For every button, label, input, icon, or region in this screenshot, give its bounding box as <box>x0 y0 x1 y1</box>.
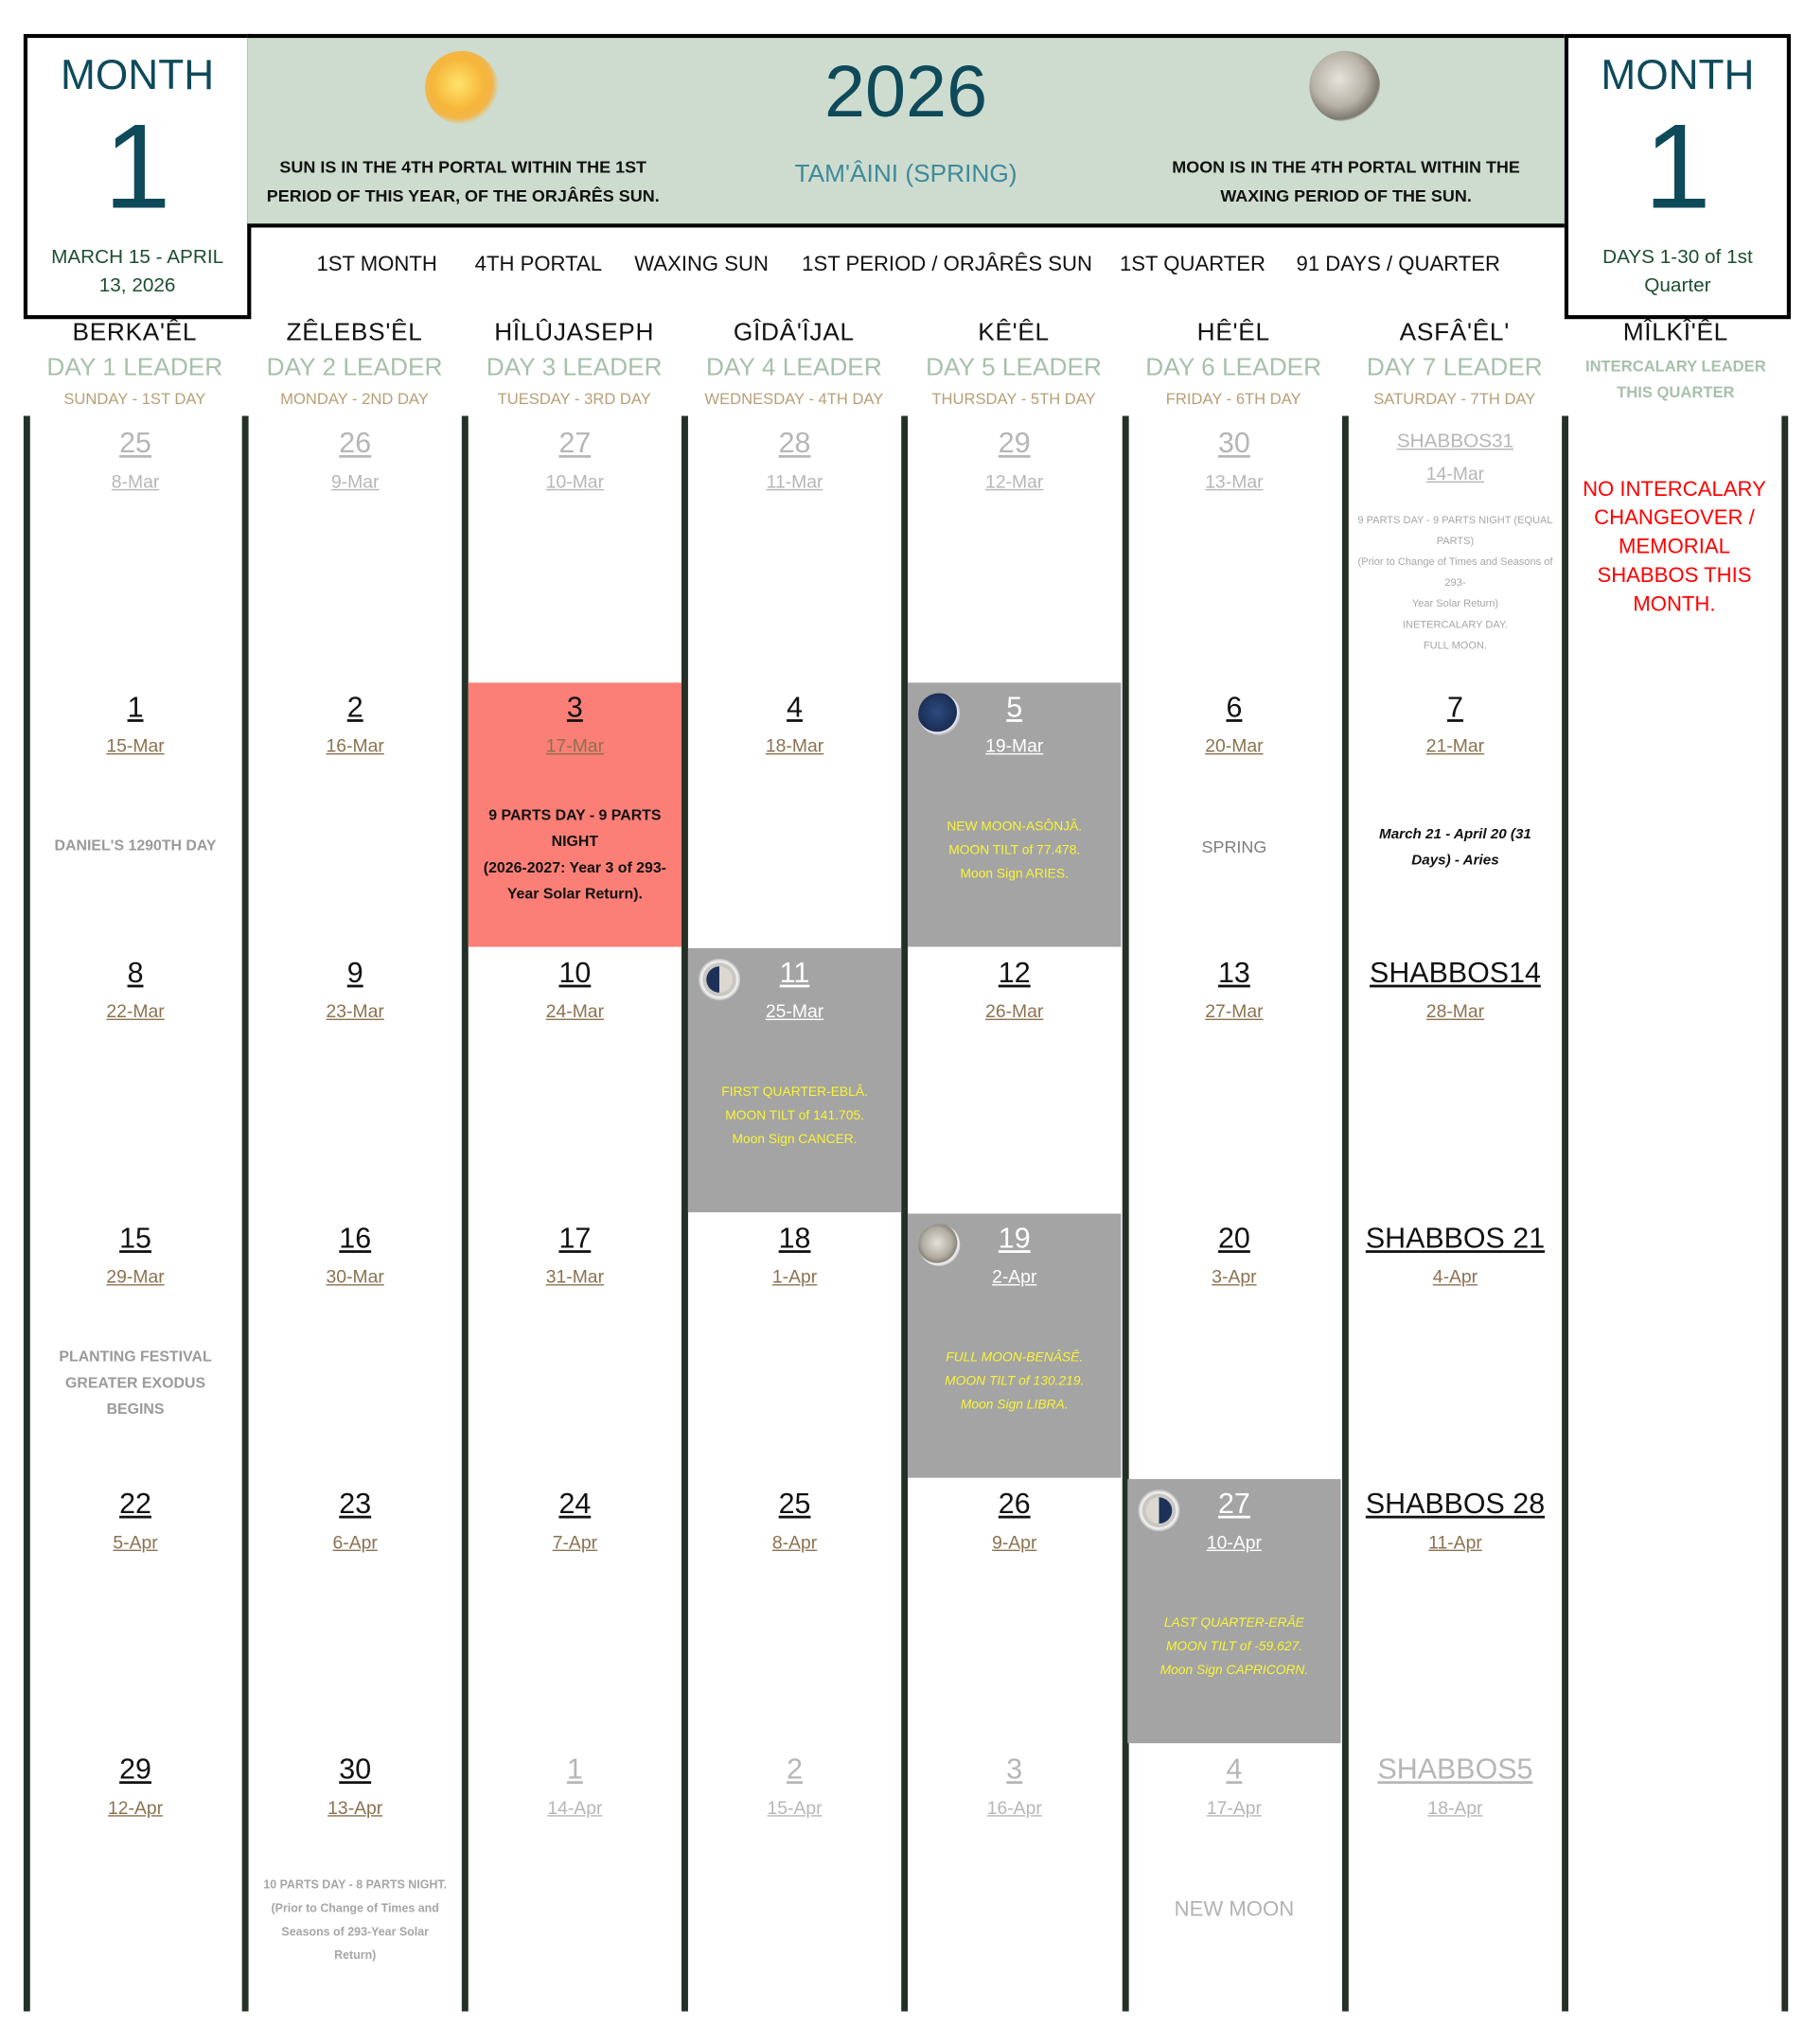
day-note-line: 9 PARTS DAY - 9 PARTS NIGHT (EQUAL <box>1357 514 1553 526</box>
intercalary-note <box>1569 476 1778 620</box>
day-header <box>684 319 904 408</box>
day-note-line: PARTS) <box>1436 535 1475 547</box>
moon-portal-note <box>1137 153 1555 211</box>
day-leader: DAY 1 LEADER <box>46 354 223 382</box>
day-number[interactable]: 16 <box>339 1221 372 1255</box>
gregorian-date[interactable]: 14-Apr <box>547 1796 603 1818</box>
gregorian-date[interactable]: 6-Apr <box>332 1531 378 1553</box>
month-info-strip <box>247 222 1565 311</box>
day-cell[interactable] <box>469 1479 681 1743</box>
day-leader: DAY 2 LEADER <box>266 354 443 382</box>
day-cell[interactable] <box>908 1479 1121 1743</box>
gregorian-date[interactable]: 18-Apr <box>1427 1796 1483 1818</box>
day-cell[interactable] <box>1349 1213 1562 1477</box>
day-cell[interactable] <box>28 682 241 946</box>
day-note <box>254 1873 456 1967</box>
day-cell[interactable] <box>908 1213 1121 1477</box>
day-number[interactable]: 4 <box>787 690 804 724</box>
day-note <box>1354 510 1556 657</box>
new-moon-icon <box>918 693 960 734</box>
day-number[interactable]: 1 <box>127 690 144 724</box>
day-number[interactable]: 20 <box>1217 1221 1250 1255</box>
day-note-line: (Prior to Change of Times and <box>271 1901 439 1915</box>
moon-shading <box>706 966 733 993</box>
day-number[interactable]: 25 <box>778 1487 811 1520</box>
day-header <box>25 319 244 408</box>
day-note <box>34 1345 237 1423</box>
gregorian-date[interactable]: 13-Apr <box>327 1796 383 1818</box>
day-number[interactable]: 24 <box>558 1487 592 1520</box>
day-cell[interactable] <box>28 418 241 682</box>
day-number[interactable]: 29 <box>119 1752 151 1786</box>
day-note-line: BEGINS <box>106 1401 165 1418</box>
day-number[interactable]: 30 <box>1217 426 1250 460</box>
weekday-label: WEDNESDAY - 4TH DAY <box>704 389 884 409</box>
day-cell[interactable] <box>249 682 462 946</box>
day-header <box>1345 319 1565 408</box>
day-note <box>1133 1899 1336 1923</box>
day-number[interactable]: 9 <box>346 956 363 989</box>
day-note <box>1354 821 1556 873</box>
day-leader: DAY 3 LEADER <box>486 354 663 382</box>
last-quarter-moon-icon <box>1138 1489 1179 1531</box>
day-note-line: FULL MOON-BENÂSÊ. <box>946 1350 1084 1366</box>
info-days-per-quarter: 91 DAYS / QUARTER <box>1296 254 1501 276</box>
gregorian-date[interactable]: 31-Mar <box>545 1265 605 1287</box>
day-cell[interactable] <box>28 1745 241 2009</box>
day-number[interactable]: 29 <box>998 426 1031 460</box>
day-number[interactable]: SHABBOS5 <box>1377 1752 1533 1786</box>
gregorian-date[interactable]: 12-Apr <box>107 1796 164 1818</box>
day-cell[interactable] <box>1349 418 1562 682</box>
day-number[interactable]: 7 <box>1447 690 1463 724</box>
day-number[interactable]: 1 <box>566 1752 583 1786</box>
day-note <box>1133 837 1336 856</box>
day-note-line: MOON TILT of -59.627. <box>1165 1640 1302 1655</box>
year-title: 2026 <box>823 49 988 132</box>
day-note <box>473 803 676 908</box>
quarter-day-range-line-2: Quarter <box>1644 274 1711 297</box>
gregorian-date[interactable]: 12-Mar <box>985 470 1044 492</box>
day-number[interactable]: SHABBOS 21 <box>1365 1221 1546 1255</box>
info-sun-phase: WAXING SUN <box>634 254 769 276</box>
month-label: MONTH <box>1601 50 1755 98</box>
day-note <box>913 1347 1116 1418</box>
first-quarter-moon-icon <box>699 959 740 1000</box>
day-note-line: March 21 - April 20 (31 <box>1379 826 1531 843</box>
day-cell[interactable] <box>688 418 901 682</box>
day-number[interactable]: 8 <box>127 956 144 989</box>
day-cell[interactable] <box>1349 1479 1562 1743</box>
day-note-line: MOON TILT of 77.478. <box>948 843 1081 858</box>
day-number[interactable]: 17 <box>558 1221 592 1255</box>
intercalary-header <box>1566 319 1785 405</box>
day-note-line: Moon Sign LIBRA. <box>960 1398 1069 1413</box>
day-leader: DAY 4 LEADER <box>705 354 882 382</box>
gregorian-date[interactable]: 26-Mar <box>985 1000 1044 1022</box>
day-cell[interactable] <box>1127 1745 1340 2009</box>
intercalary-leader-line-2: THIS QUARTER <box>1617 382 1735 402</box>
grid-line <box>681 415 688 2011</box>
weekday-label: MONDAY - 2ND DAY <box>280 389 429 409</box>
day-number[interactable]: SHABBOS31 <box>1396 430 1514 453</box>
day-number[interactable]: 2 <box>346 690 363 724</box>
day-cell[interactable] <box>688 1745 901 2009</box>
day-number[interactable]: 23 <box>339 1487 372 1520</box>
intercalary-note-line: MONTH. <box>1633 593 1716 616</box>
gregorian-date[interactable]: 14-Mar <box>1425 463 1485 485</box>
day-number[interactable]: 3 <box>566 690 583 724</box>
gregorian-date[interactable]: 10-Apr <box>1206 1531 1262 1553</box>
day-cell[interactable] <box>249 1745 462 2009</box>
intercalary-leader-line-1: INTERCALARY LEADER <box>1584 357 1766 376</box>
day-cell[interactable] <box>28 1479 241 1743</box>
month-date-range-line-2: 13, 2026 <box>98 274 176 297</box>
sun-note-line-1: SUN IS IN THE 4TH PORTAL WITHIN THE 1ST <box>279 156 647 177</box>
day-note-line: Seasons of 293-Year Solar <box>281 1925 429 1939</box>
sun-note-line-2: PERIOD OF THIS YEAR, OF THE ORJÂRÊS SUN. <box>266 185 660 205</box>
day-note-line: PLANTING FESTIVAL <box>59 1349 212 1366</box>
info-portal: 4TH PORTAL <box>474 254 603 276</box>
month-date-range <box>27 243 247 301</box>
day-note <box>913 816 1116 887</box>
day-number[interactable]: 30 <box>339 1752 372 1786</box>
day-cell[interactable] <box>28 948 241 1212</box>
day-number[interactable]: 2 <box>787 1752 804 1786</box>
gregorian-date[interactable]: 22-Mar <box>106 1000 165 1022</box>
day-cell[interactable] <box>1127 948 1340 1212</box>
day-note-line: NEW MOON <box>1174 1898 1295 1922</box>
day-header <box>904 319 1124 408</box>
year-banner <box>247 34 1565 228</box>
gregorian-date[interactable]: 8-Mar <box>111 470 160 492</box>
day-cell[interactable] <box>249 1479 462 1743</box>
gregorian-date[interactable]: 2-Apr <box>992 1265 1037 1287</box>
day-note-line: Moon Sign CAPRICORN. <box>1159 1663 1309 1679</box>
day-cell[interactable] <box>469 1213 681 1477</box>
weekday-label: SATURDAY - 7TH DAY <box>1373 389 1536 409</box>
day-cell[interactable] <box>249 948 462 1212</box>
day-number[interactable]: 18 <box>778 1221 811 1255</box>
gregorian-date[interactable]: 19-Mar <box>985 734 1044 756</box>
day-note-line: Moon Sign CANCER. <box>732 1132 858 1148</box>
month-box-left <box>24 34 251 319</box>
gregorian-date[interactable]: 1-Apr <box>771 1265 818 1287</box>
day-number[interactable]: 28 <box>778 426 811 460</box>
day-note-line: MOON TILT of 130.219. <box>945 1374 1085 1389</box>
gregorian-date[interactable]: 13-Mar <box>1205 470 1264 492</box>
day-note-line: INETERCALARY DAY. <box>1402 618 1508 631</box>
gregorian-date[interactable]: 25-Mar <box>765 1000 824 1022</box>
day-cell[interactable] <box>249 1213 462 1477</box>
day-note-line: GREATER EXODUS <box>64 1375 206 1392</box>
day-note-line: NIGHT <box>551 834 599 851</box>
day-cell[interactable] <box>469 682 681 946</box>
day-number[interactable]: 12 <box>998 956 1031 989</box>
day-cell[interactable] <box>908 1745 1121 2009</box>
gregorian-date[interactable]: 11-Mar <box>766 470 823 492</box>
day-number[interactable]: SHABBOS14 <box>1370 956 1541 989</box>
sun-portal-note <box>247 153 679 211</box>
month-number: 1 <box>103 100 171 235</box>
gregorian-date[interactable]: 29-Mar <box>106 1265 165 1287</box>
info-quarter: 1ST QUARTER <box>1119 254 1265 276</box>
weekday-label: TUESDAY - 3RD DAY <box>497 389 651 409</box>
day-number[interactable]: 10 <box>558 956 592 989</box>
info-month: 1ST MONTH <box>316 254 437 276</box>
weekday-label: SUNDAY - 1ST DAY <box>63 389 206 409</box>
day-note-line: DANIEL'S 1290TH DAY <box>54 837 217 855</box>
day-name: ASFÂ'ÊL' <box>1399 319 1510 347</box>
day-number[interactable]: 25 <box>119 426 151 460</box>
day-leader: DAY 7 LEADER <box>1366 354 1543 382</box>
grid-line <box>1781 415 1788 2011</box>
gregorian-date[interactable]: 23-Mar <box>326 1000 384 1022</box>
day-cell[interactable] <box>908 948 1121 1212</box>
day-note-line: (2026-2027: Year 3 of 293- <box>483 860 666 876</box>
day-note <box>34 833 237 859</box>
gregorian-date[interactable]: 20-Mar <box>1205 734 1264 756</box>
day-note-line: 10 PARTS DAY - 8 PARTS NIGHT. <box>263 1877 448 1892</box>
day-number[interactable]: 27 <box>558 426 592 460</box>
day-cell[interactable] <box>688 1479 901 1743</box>
day-note-line: SPRING <box>1201 837 1267 857</box>
day-name: BERKA'ÊL <box>72 319 198 347</box>
day-number[interactable]: 3 <box>1006 1752 1023 1786</box>
day-header <box>465 319 684 408</box>
day-note <box>1133 1612 1336 1683</box>
grid-line <box>1342 415 1349 2011</box>
day-name: KÊ'ÊL <box>978 319 1050 347</box>
day-note <box>693 1082 895 1153</box>
gregorian-date[interactable]: 4-Apr <box>1432 1265 1478 1287</box>
grid-line <box>1562 415 1568 2011</box>
day-cell[interactable] <box>1127 1479 1340 1743</box>
gregorian-date[interactable]: 17-Apr <box>1206 1796 1262 1818</box>
day-cell[interactable] <box>469 418 681 682</box>
day-note-line: LAST QUARTER-ERÂE <box>1163 1616 1304 1631</box>
gregorian-date[interactable]: 9-Apr <box>992 1531 1037 1553</box>
gregorian-date[interactable]: 16-Mar <box>326 734 384 756</box>
day-name: HÎLÛJASEPH <box>494 319 655 347</box>
weekday-label: FRIDAY - 6TH DAY <box>1165 389 1301 409</box>
gregorian-date[interactable]: 30-Mar <box>326 1265 384 1287</box>
day-number[interactable]: SHABBOS 28 <box>1365 1487 1546 1520</box>
day-number[interactable]: 19 <box>998 1221 1031 1255</box>
gregorian-date[interactable]: 8-Apr <box>771 1531 818 1553</box>
full-moon-icon <box>918 1225 960 1266</box>
month-number: 1 <box>1644 100 1711 235</box>
day-cell[interactable] <box>1349 682 1562 946</box>
day-cell[interactable] <box>28 1213 241 1477</box>
day-number[interactable]: 26 <box>339 426 372 460</box>
day-note-line: NEW MOON-ASÔNJÂ. <box>947 819 1083 835</box>
day-name: ZÊLEBS'ÊL <box>286 319 423 347</box>
day-cell[interactable] <box>1127 682 1340 946</box>
day-cell[interactable] <box>908 682 1121 946</box>
day-number[interactable]: 11 <box>779 956 810 989</box>
day-number[interactable]: 5 <box>1006 690 1023 724</box>
gregorian-date[interactable]: 15-Apr <box>767 1796 823 1818</box>
day-cell[interactable] <box>688 682 901 946</box>
day-cell[interactable] <box>1127 1213 1340 1477</box>
intercalary-leader <box>1566 353 1785 405</box>
intercalary-note-line: MEMORIAL <box>1618 536 1730 559</box>
day-cell[interactable] <box>1349 1745 1562 2009</box>
grid-line <box>462 415 469 2011</box>
day-note-line: Year Solar Return). <box>506 886 643 903</box>
day-note-line: FIRST QUARTER-EBLÂ. <box>721 1085 868 1101</box>
day-header <box>1124 319 1343 408</box>
month-label: MONTH <box>61 50 215 98</box>
intercalary-note-line: CHANGEOVER / <box>1594 507 1755 530</box>
day-note-line: Moon Sign ARIES. <box>960 867 1069 882</box>
gregorian-date[interactable]: 24-Mar <box>545 1000 605 1022</box>
intercalary-note-line: NO INTERCALARY <box>1583 478 1766 502</box>
grid-line <box>901 415 908 2011</box>
moon-shading <box>1146 1497 1173 1524</box>
day-cell[interactable] <box>1349 948 1562 1212</box>
day-header <box>244 319 464 408</box>
day-number[interactable]: 13 <box>1217 956 1250 989</box>
month-box-right <box>1565 34 1791 319</box>
quarter-day-range <box>1568 243 1787 301</box>
moon-note-line-1: MOON IS IN THE 4TH PORTAL WITHIN THE <box>1172 156 1520 177</box>
season-label: TAM'ÂINI (SPRING) <box>794 160 1018 189</box>
day-note-line: Days) - Aries <box>1411 853 1499 869</box>
gregorian-date[interactable]: 5-Apr <box>113 1531 158 1553</box>
day-note-line: 9 PARTS DAY - 9 PARTS <box>488 808 662 824</box>
gregorian-date[interactable]: 3-Apr <box>1212 1265 1257 1287</box>
day-name: GÎDÂ'ÎJAL <box>733 319 855 347</box>
month-date-range-line-1: MARCH 15 - APRIL <box>51 245 224 269</box>
day-number[interactable]: 4 <box>1226 1752 1243 1786</box>
day-number[interactable]: 26 <box>998 1487 1031 1520</box>
day-cell[interactable] <box>688 948 901 1212</box>
gregorian-date[interactable]: 21-Mar <box>1425 734 1485 756</box>
gregorian-date[interactable]: 16-Apr <box>986 1796 1042 1818</box>
weekday-label: THURSDAY - 5TH DAY <box>931 389 1096 409</box>
grid-line <box>242 415 249 2011</box>
day-cell[interactable] <box>688 1213 901 1477</box>
day-cell[interactable] <box>469 1745 681 2009</box>
day-cell[interactable] <box>249 418 462 682</box>
intercalary-name: MÎLKÎ'ÊL <box>1622 319 1728 347</box>
moon-note-line-2: WAXING PERIOD OF THE SUN. <box>1220 185 1472 205</box>
gregorian-date[interactable]: 11-Apr <box>1428 1531 1482 1553</box>
gregorian-date[interactable]: 28-Mar <box>1425 1000 1485 1022</box>
day-name: HÊ'ÊL <box>1196 319 1270 347</box>
gregorian-date[interactable]: 27-Mar <box>1205 1000 1264 1022</box>
gregorian-date[interactable]: 10-Mar <box>545 470 605 492</box>
gregorian-date[interactable]: 15-Mar <box>106 734 165 756</box>
gregorian-date[interactable]: 7-Apr <box>552 1531 598 1553</box>
day-cell[interactable] <box>469 948 681 1212</box>
day-note-line: (Prior to Change of Times and Seasons of 293- <box>1357 555 1553 589</box>
gregorian-date[interactable]: 17-Mar <box>545 734 605 756</box>
day-number[interactable]: 22 <box>119 1487 151 1520</box>
day-cell[interactable] <box>908 418 1121 682</box>
day-number[interactable]: 15 <box>119 1221 151 1255</box>
day-number[interactable]: 6 <box>1226 690 1243 724</box>
intercalary-note-line: SHABBOS THIS <box>1597 565 1752 588</box>
day-leader: DAY 6 LEADER <box>1145 354 1322 382</box>
gregorian-date[interactable]: 18-Mar <box>765 734 824 756</box>
day-cell[interactable] <box>1127 418 1340 682</box>
day-note-line: MOON TILT of 141.705. <box>725 1108 864 1124</box>
day-leader: DAY 5 LEADER <box>926 354 1102 382</box>
gregorian-date[interactable]: 9-Mar <box>330 470 380 492</box>
day-note-line: Year Solar Return) <box>1411 597 1499 610</box>
quarter-day-range-line-1: DAYS 1-30 of 1st <box>1602 245 1753 269</box>
day-note-line: FULL MOON. <box>1423 639 1488 652</box>
info-period: 1ST PERIOD / ORJÂRÊS SUN <box>802 254 1092 276</box>
day-note-line: Return) <box>334 1948 377 1962</box>
day-number[interactable]: 27 <box>1217 1487 1250 1520</box>
